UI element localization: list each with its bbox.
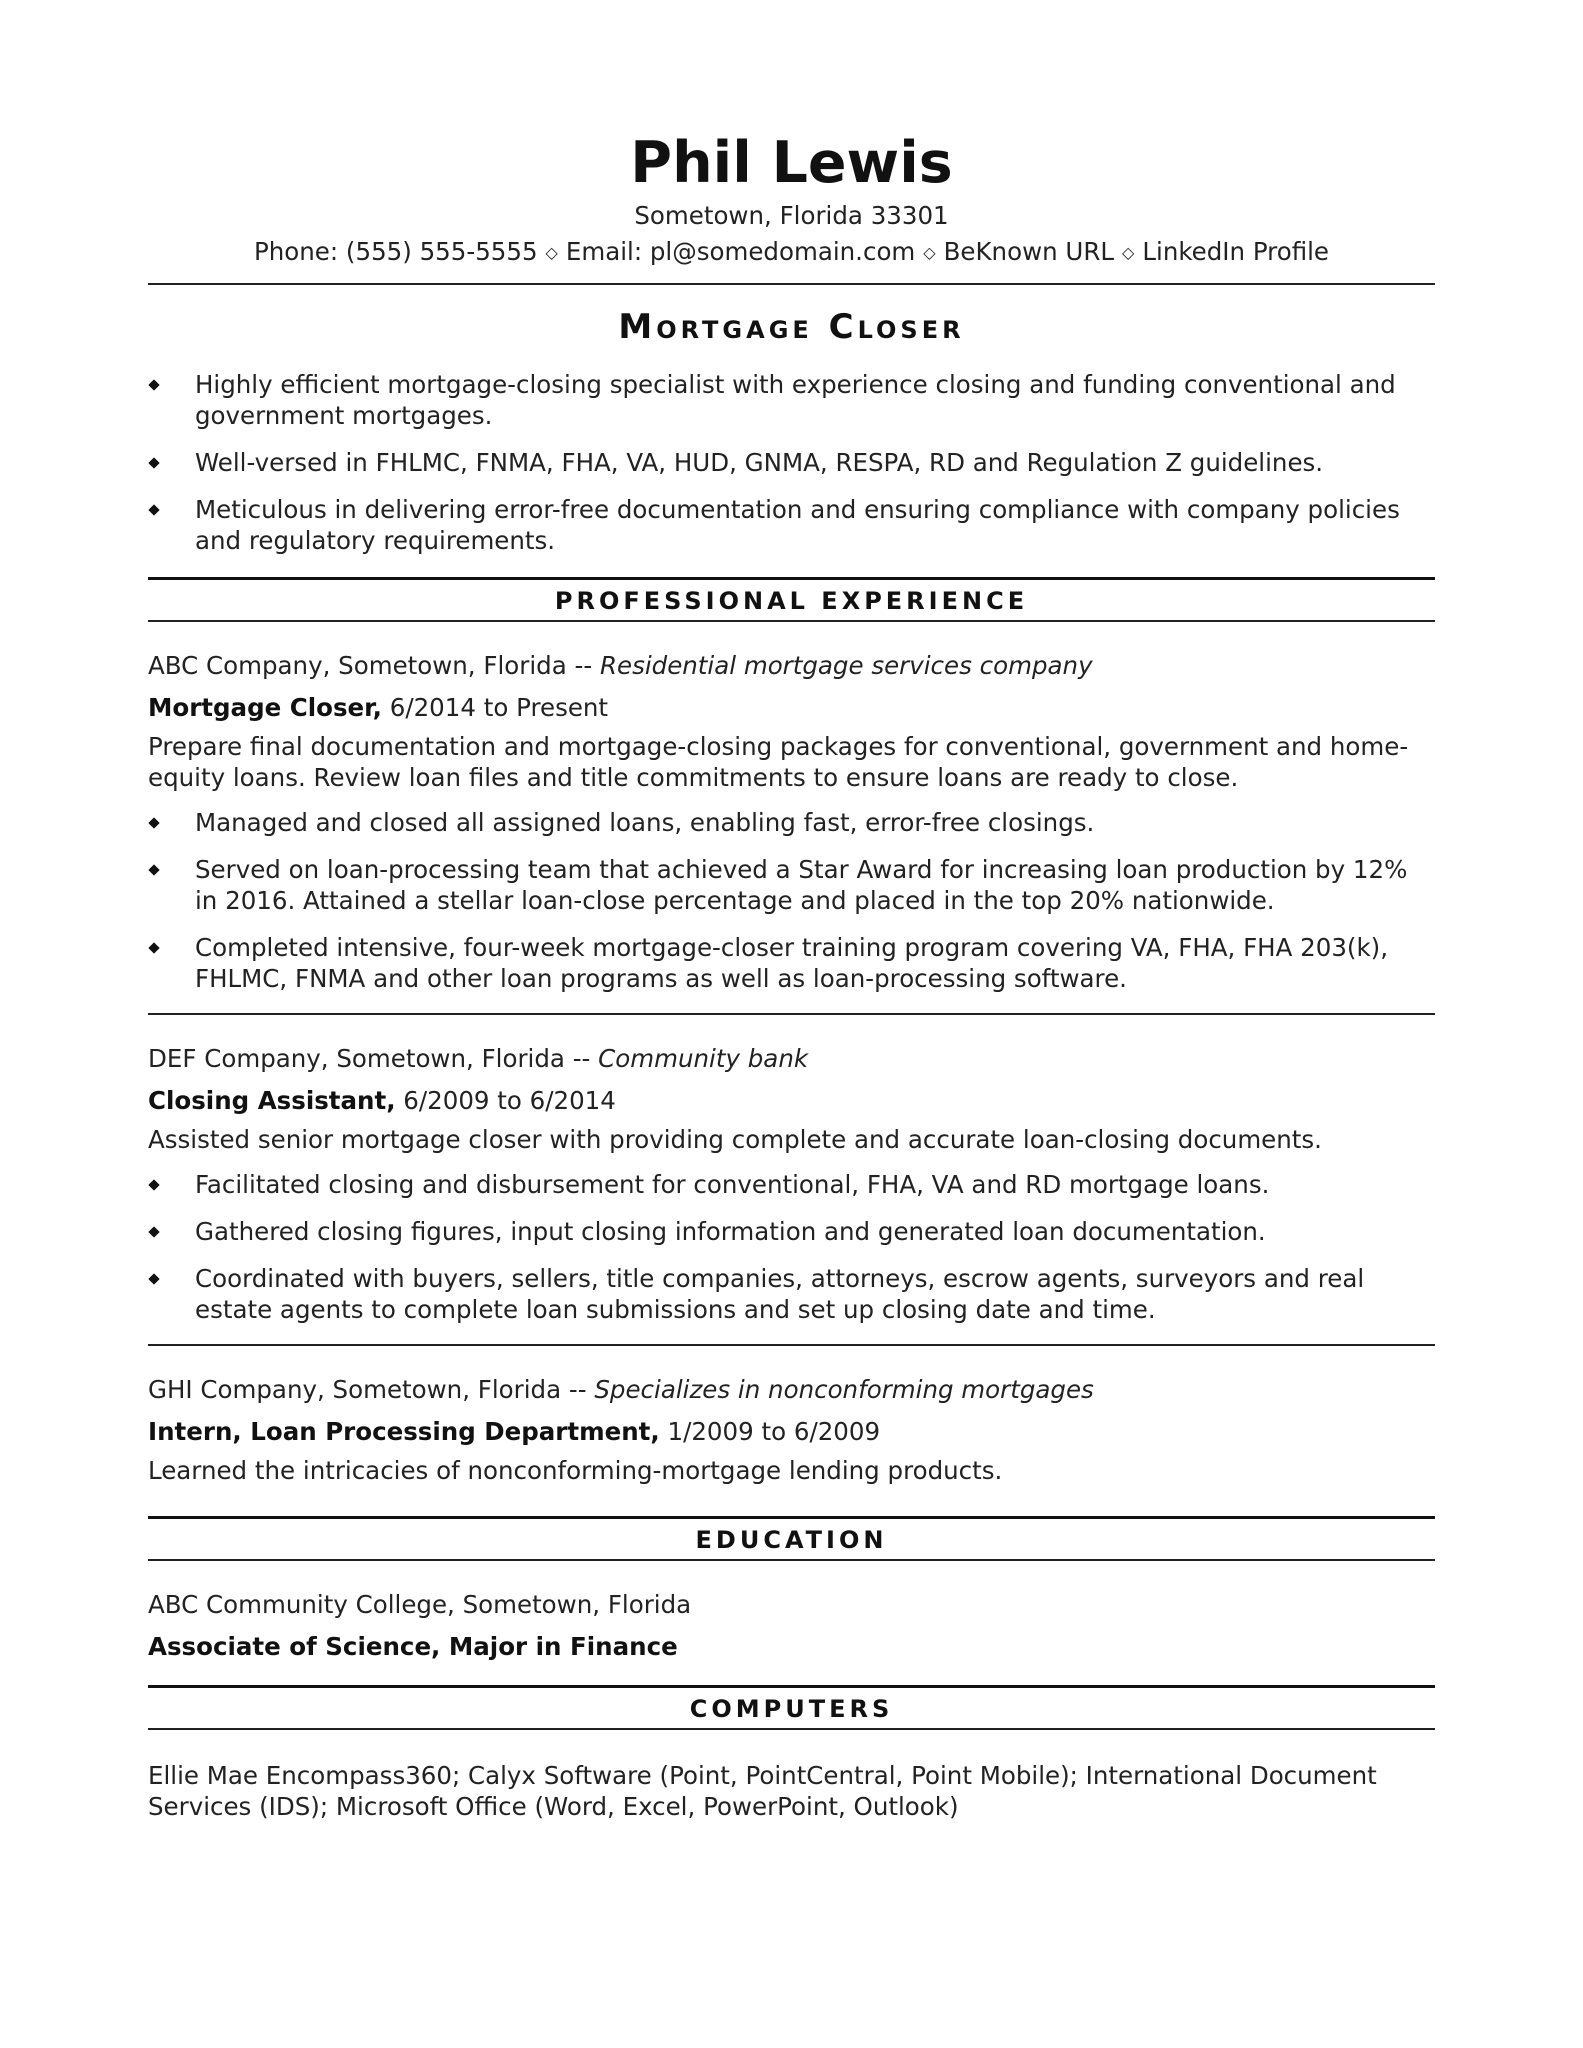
- bullet-diamond-icon: [148, 457, 159, 468]
- bullet-diamond-icon: [148, 817, 159, 828]
- section-divider-top: [148, 577, 1435, 580]
- job-bullets: [148, 807, 1435, 994]
- resume-page: [148, 128, 1435, 1822]
- job-bullet: Facilitated closing and disbursement for conventional, FHA, VA and RD mortgage loans.: [148, 1169, 1435, 1200]
- job-bullet: Served on loan-processing team that achieved a Star Award for increasing loan production by 12% in 2016. Attained a stellar loan-close percentage and placed in the top 20% nationwide.: [148, 854, 1435, 916]
- summary-list: [148, 369, 1435, 556]
- job-company: ABC Company, Sometown, Florida -- Residential mortgage services company: [148, 651, 1093, 680]
- phone-text: Phone: (555) 555-5555: [253, 237, 538, 266]
- separator-icon: ◇: [545, 243, 558, 262]
- job-description: Learned the intricacies of nonconforming-mortgage lending products.: [148, 1456, 1003, 1485]
- job-bullet: Coordinated with buyers, sellers, title companies, attorneys, escrow agents, surveyors and real estate agents to complete loan submissions and set up closing date and time.: [148, 1263, 1435, 1325]
- bullet-diamond-icon: [148, 942, 159, 953]
- candidate-name: Phil Lewis: [630, 130, 953, 196]
- section-divider-bottom: [148, 1728, 1435, 1730]
- job-divider: [148, 1013, 1435, 1015]
- job-company: GHI Company, Sometown, Florida -- Specializes in nonconforming mortgages: [148, 1375, 1094, 1404]
- section-title-experience: PROFESSIONAL EXPERIENCE: [554, 587, 1029, 615]
- job-role: Mortgage Closer, 6/2014 to Present: [148, 693, 609, 722]
- beknown-link[interactable]: BeKnown URL: [943, 237, 1115, 266]
- job-entry: [148, 1374, 1435, 1486]
- job-entry: [148, 1043, 1435, 1325]
- bullet-diamond-icon: [148, 864, 159, 875]
- job-role: Closing Assistant, 6/2009 to 6/2014: [148, 1086, 616, 1115]
- summary-item: Highly efficient mortgage-closing specialist with experience closing and funding conventional and government mortgages.: [148, 369, 1435, 431]
- separator-icon: ◇: [1122, 243, 1135, 262]
- section-divider-top: [148, 1516, 1435, 1519]
- bullet-diamond-icon: [148, 1226, 159, 1237]
- linkedin-link[interactable]: LinkedIn Profile: [1142, 237, 1330, 266]
- headline: Mortgage Closer: [618, 307, 965, 347]
- job-bullet: Gathered closing figures, input closing information and generated loan documentation.: [148, 1216, 1435, 1247]
- candidate-address: Sometown, Florida 33301: [634, 201, 949, 230]
- computers-text: Ellie Mae Encompass360; Calyx Software (Point, PointCentral, Point Mobile); International Document Services (IDS); Microsoft Office (Word, Excel, PowerPoint, Outlook): [148, 1761, 1377, 1821]
- summary-item: Meticulous in delivering error-free documentation and ensuring compliance with company policies and regulatory requirements.: [148, 494, 1435, 556]
- bullet-diamond-icon: [148, 379, 159, 390]
- job-bullets: [148, 1169, 1435, 1325]
- bullet-diamond-icon: [148, 1179, 159, 1190]
- section-title-education: EDUCATION: [695, 1526, 888, 1554]
- section-divider-top: [148, 1685, 1435, 1688]
- job-description: Prepare final documentation and mortgage-closing packages for conventional, government and home-equity loans. Review loan files and title commitments to ensure loans are ready to close.: [148, 732, 1409, 792]
- job-entry: [148, 650, 1435, 994]
- header-divider: [148, 283, 1435, 285]
- section-title-computers: COMPUTERS: [689, 1695, 894, 1723]
- job-bullet: Completed intensive, four-week mortgage-closer training program covering VA, FHA, FHA 203(k), FHLMC, FNMA and other loan programs as well as loan-processing software.: [148, 932, 1435, 994]
- education-school: ABC Community College, Sometown, Florida: [148, 1590, 692, 1619]
- section-divider-bottom: [148, 620, 1435, 622]
- summary-item: Well-versed in FHLMC, FNMA, FHA, VA, HUD, GNMA, RESPA, RD and Regulation Z guidelines.: [148, 447, 1435, 478]
- education-degree: Associate of Science, Major in Finance: [148, 1632, 678, 1661]
- bullet-diamond-icon: [148, 504, 159, 515]
- job-description: Assisted senior mortgage closer with providing complete and accurate loan-closing documents.: [148, 1125, 1322, 1154]
- section-divider-bottom: [148, 1559, 1435, 1561]
- email-text: Email: pl@somedomain.com: [565, 237, 916, 266]
- separator-icon: ◇: [923, 243, 936, 262]
- contact-line: [148, 234, 1435, 273]
- job-divider: [148, 1344, 1435, 1346]
- job-bullet: Managed and closed all assigned loans, enabling fast, error-free closings.: [148, 807, 1435, 838]
- bullet-diamond-icon: [148, 1273, 159, 1284]
- job-role: Intern, Loan Processing Department, 1/2009 to 6/2009: [148, 1417, 881, 1446]
- job-company: DEF Company, Sometown, Florida -- Community bank: [148, 1044, 809, 1073]
